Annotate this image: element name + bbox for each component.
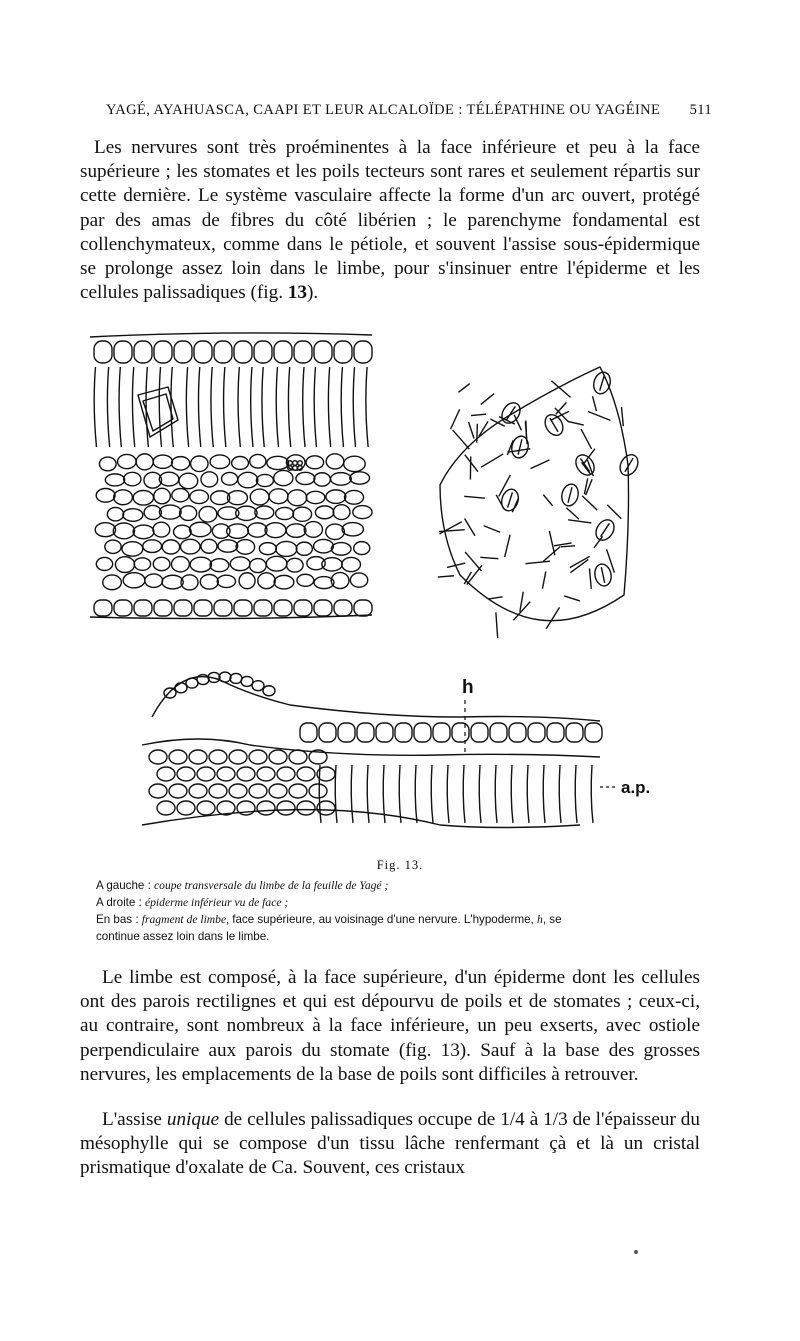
- caption-bottom-em: fragment de limbe,: [141, 913, 230, 926]
- caption-right: [96, 895, 711, 911]
- transverse-section-drawing: [90, 333, 372, 619]
- paragraph-nervures-text: Les nervures sont très proéminentes à la face inférieure et peu à la face supérieure ; les stomates et les poils tecteurs sont rares et seulement répartis sur cette dernière. Le système vasculaire affecte la forme d'un arc ouvert, protégé par des amas de fibres du côté libérien ; le parenchyme fondamental est collenchymateux, comme dans le pétiole, et souvent l'assise sous-épidermique se prolonge assez loin dans le limbe, pour s'insinuer entre l'épiderme et les cellules palissadiques (fig.: [80, 137, 700, 304]
- caption-bottom-h: h: [537, 913, 543, 926]
- label-ap: a.p.: [621, 778, 651, 797]
- limbe-fragment-drawing: [142, 672, 602, 827]
- caption-bottom-prefix: En bas :: [96, 913, 142, 926]
- figure-number: Fig. 13.: [376, 858, 424, 872]
- caption-bottom-end: , se: [542, 913, 562, 926]
- paragraph-assise: [80, 1108, 700, 1181]
- caption-right-prefix: A droite :: [96, 896, 145, 909]
- caption-bottom-line2: continue assez loin dans le limbe.: [96, 930, 270, 943]
- caption-right-text: épiderme inférieur vu de face ;: [144, 896, 289, 909]
- paragraph-limbe: Le limbe est composé, à la face supérieure, d'un épiderme dont les cellules ont des parois rectilignes et qui est dépourvu de poils et de stomates ; ceux-ci, au contraire, sont nombreux à la face inférieure, un peu exserts, avec ostiole perpendiculaire aux parois du stomate (fig. 13). Sauf à la base des grosses nervures, les emplacements de la base de poils sont difficiles à retrouver.: [80, 967, 700, 1085]
- caption-left-prefix: A gauche :: [96, 879, 155, 892]
- print-speck: [634, 1250, 638, 1254]
- caption-left-text: coupe transversale du limbe de la feuille de Yagé ;: [154, 879, 389, 892]
- paragraph-nervures-end: ).: [307, 282, 319, 304]
- figure-13-drawing: [80, 325, 720, 855]
- paragraph-assise-start: L'assise: [102, 1109, 167, 1130]
- caption-left: [96, 878, 711, 894]
- running-title: YAGÉ, AYAHUASCA, CAAPI ET LEUR ALCALOÏDE : TÉLÉPATHINE OU YAGÉINE: [106, 102, 661, 118]
- paragraph-nervures: [80, 136, 700, 305]
- fig-ref-13: 13: [287, 282, 307, 304]
- epidermis-face-drawing: [438, 367, 642, 638]
- label-h: h: [462, 677, 474, 698]
- running-head: [106, 102, 712, 119]
- page-number: 511: [689, 102, 712, 118]
- figure-13: [80, 325, 720, 855]
- caption-bottom: [96, 912, 711, 928]
- paragraph-assise-rest: de cellules palissadiques occupe de 1/4 à 1/3 de l'épaisseur du mésophylle qui se compose d'un tissu lâche renfermant çà et là un cristal prismatique d'oxalate de Ca. Souvent, ces cristaux: [80, 1109, 700, 1179]
- caption-bottom-rest: face supérieure, au voisinage d'une nervure. L'hypoderme,: [229, 913, 538, 926]
- paragraph-assise-em: unique: [166, 1109, 220, 1130]
